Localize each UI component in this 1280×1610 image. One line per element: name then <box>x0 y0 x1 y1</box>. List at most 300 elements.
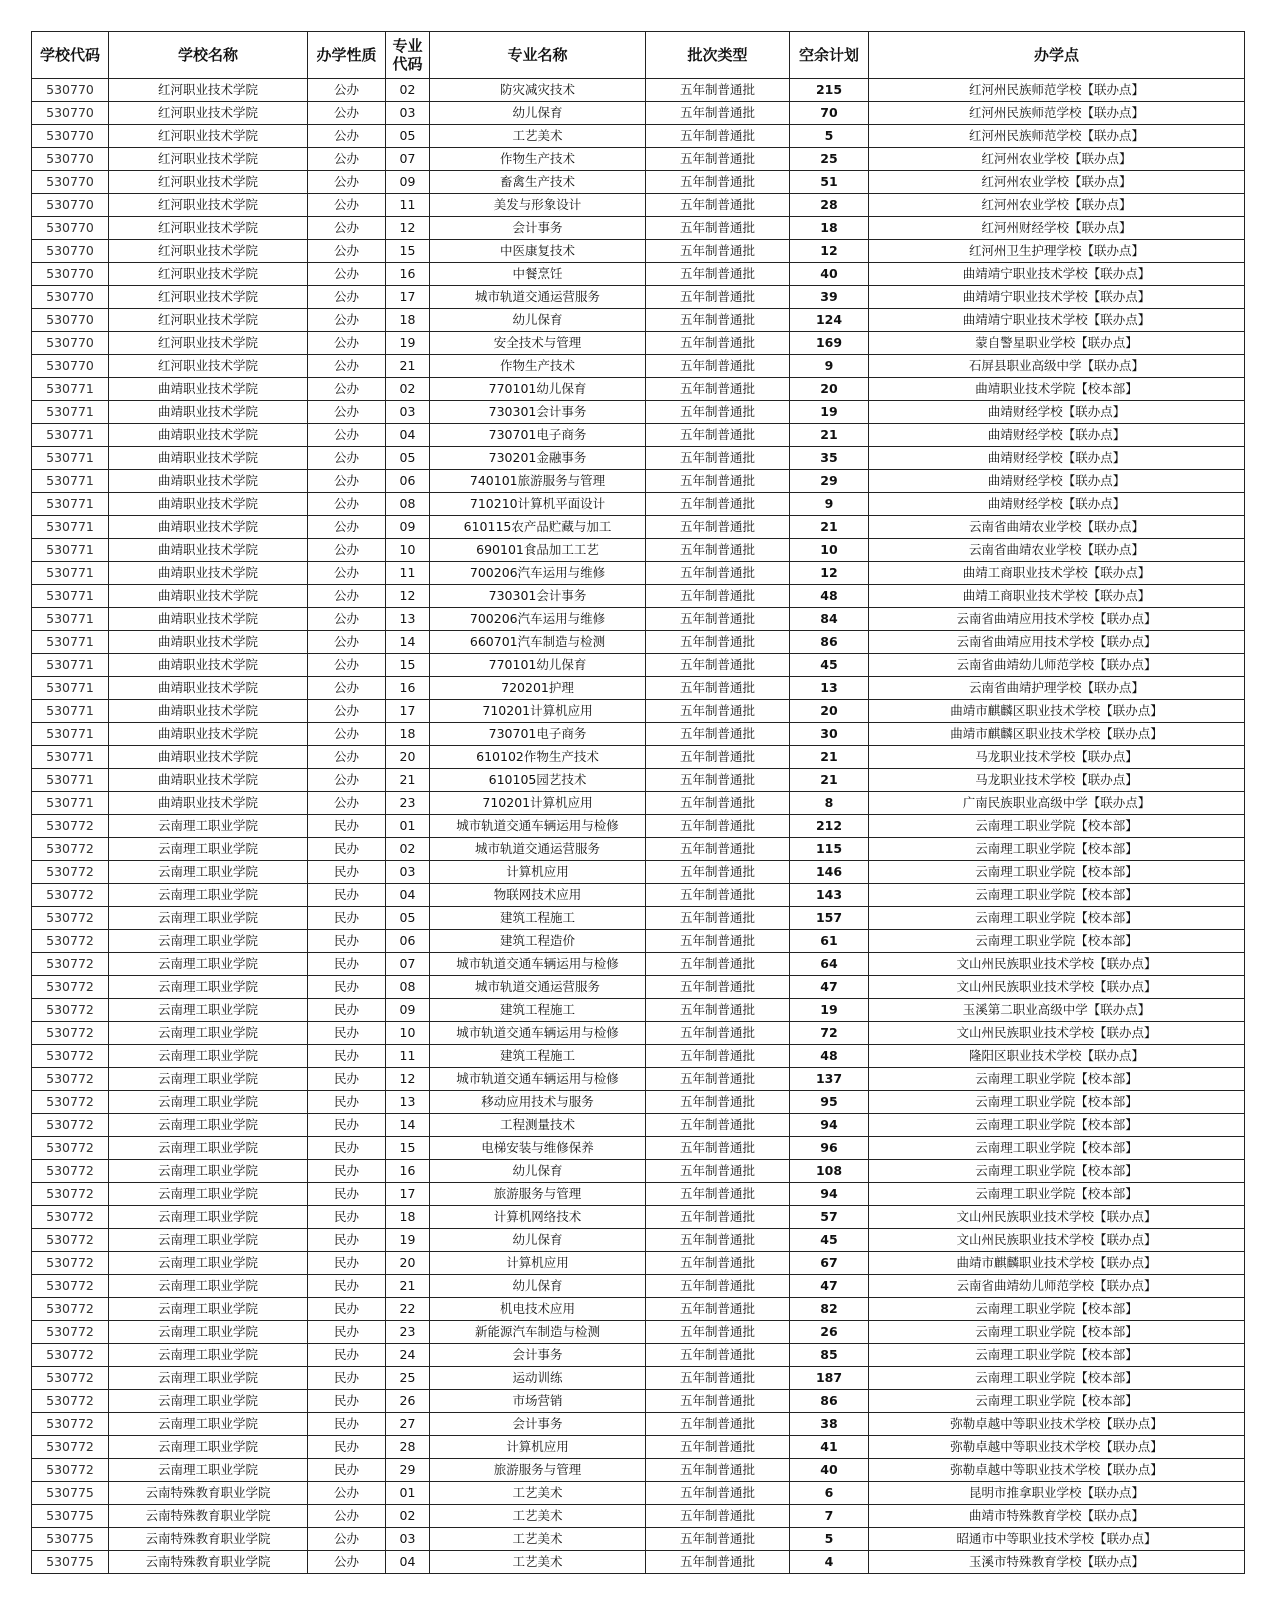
major-code-cell: 18 <box>386 309 430 332</box>
batch-type-cell: 五年制普通批 <box>646 608 790 631</box>
table-row <box>32 677 1245 700</box>
table-row <box>32 723 1245 746</box>
major-code-cell: 16 <box>386 677 430 700</box>
remaining-plan-cell: 61 <box>790 930 869 953</box>
ownership-cell: 公办 <box>308 516 386 539</box>
major-name-cell: 会计事务 <box>430 1344 646 1367</box>
ownership-cell: 公办 <box>308 562 386 585</box>
campus-cell: 弥勒卓越中等职业技术学校【联办点】 <box>869 1413 1245 1436</box>
school-name-cell: 红河职业技术学院 <box>109 309 308 332</box>
ownership-cell: 民办 <box>308 930 386 953</box>
remaining-plan-cell: 48 <box>790 1045 869 1068</box>
ownership-cell: 民办 <box>308 1321 386 1344</box>
ownership-cell: 民办 <box>308 1413 386 1436</box>
major-name-cell: 城市轨道交通车辆运用与检修 <box>430 815 646 838</box>
ownership-cell: 民办 <box>308 1114 386 1137</box>
table-row <box>32 309 1245 332</box>
major-code-cell: 04 <box>386 884 430 907</box>
table-row <box>32 148 1245 171</box>
batch-type-cell: 五年制普通批 <box>646 1505 790 1528</box>
major-code-cell: 01 <box>386 815 430 838</box>
school-name-cell: 红河职业技术学院 <box>109 79 308 102</box>
batch-type-cell: 五年制普通批 <box>646 861 790 884</box>
school-code-cell: 530772 <box>32 1068 109 1091</box>
ownership-cell: 公办 <box>308 217 386 240</box>
table-row <box>32 1137 1245 1160</box>
major-code-cell: 21 <box>386 769 430 792</box>
school-code-cell: 530772 <box>32 1183 109 1206</box>
school-code-cell: 530772 <box>32 1459 109 1482</box>
table-row <box>32 1252 1245 1275</box>
remaining-plan-cell: 41 <box>790 1436 869 1459</box>
table-row <box>32 1528 1245 1551</box>
school-name-cell: 曲靖职业技术学院 <box>109 516 308 539</box>
table-row <box>32 1390 1245 1413</box>
school-name-cell: 曲靖职业技术学院 <box>109 378 308 401</box>
school-name-cell: 红河职业技术学院 <box>109 194 308 217</box>
remaining-plan-cell: 20 <box>790 378 869 401</box>
major-name-cell: 市场营销 <box>430 1390 646 1413</box>
campus-cell: 云南理工职业学院【校本部】 <box>869 884 1245 907</box>
campus-cell: 云南理工职业学院【校本部】 <box>869 1298 1245 1321</box>
major-name-cell: 720201护理 <box>430 677 646 700</box>
batch-type-cell: 五年制普通批 <box>646 79 790 102</box>
school-code-cell: 530772 <box>32 815 109 838</box>
batch-type-cell: 五年制普通批 <box>646 378 790 401</box>
major-name-cell: 610102作物生产技术 <box>430 746 646 769</box>
campus-cell: 云南理工职业学院【校本部】 <box>869 1390 1245 1413</box>
batch-type-cell: 五年制普通批 <box>646 930 790 953</box>
major-code-cell: 12 <box>386 217 430 240</box>
school-name-cell: 云南理工职业学院 <box>109 1252 308 1275</box>
major-name-cell: 会计事务 <box>430 1413 646 1436</box>
remaining-plan-cell: 13 <box>790 677 869 700</box>
major-name-cell: 730701电子商务 <box>430 424 646 447</box>
school-code-cell: 530772 <box>32 1344 109 1367</box>
school-code-cell: 530771 <box>32 378 109 401</box>
major-name-cell: 建筑工程施工 <box>430 1045 646 1068</box>
batch-type-cell: 五年制普通批 <box>646 1298 790 1321</box>
school-code-cell: 530771 <box>32 424 109 447</box>
school-code-cell: 530771 <box>32 470 109 493</box>
remaining-plan-cell: 108 <box>790 1160 869 1183</box>
major-name-cell: 建筑工程施工 <box>430 999 646 1022</box>
school-name-cell: 曲靖职业技术学院 <box>109 746 308 769</box>
major-name-cell: 610115农产品贮藏与加工 <box>430 516 646 539</box>
school-code-cell: 530772 <box>32 1114 109 1137</box>
school-name-cell: 曲靖职业技术学院 <box>109 470 308 493</box>
remaining-plan-cell: 48 <box>790 585 869 608</box>
table-row <box>32 1367 1245 1390</box>
table-row <box>32 516 1245 539</box>
major-name-cell: 城市轨道交通车辆运用与检修 <box>430 953 646 976</box>
school-code-cell: 530772 <box>32 861 109 884</box>
remaining-plan-cell: 45 <box>790 654 869 677</box>
major-code-cell: 12 <box>386 585 430 608</box>
campus-cell: 云南理工职业学院【校本部】 <box>869 930 1245 953</box>
batch-type-cell: 五年制普通批 <box>646 1022 790 1045</box>
major-name-cell: 幼儿保育 <box>430 102 646 125</box>
ownership-cell: 公办 <box>308 102 386 125</box>
major-name-cell: 工程测量技术 <box>430 1114 646 1137</box>
major-name-cell: 建筑工程施工 <box>430 907 646 930</box>
batch-type-cell: 五年制普通批 <box>646 539 790 562</box>
major-name-cell: 730201金融事务 <box>430 447 646 470</box>
ownership-cell: 公办 <box>308 1482 386 1505</box>
table-row <box>32 700 1245 723</box>
major-name-cell: 770101幼儿保育 <box>430 654 646 677</box>
school-code-cell: 530771 <box>32 700 109 723</box>
table-row <box>32 217 1245 240</box>
major-code-cell: 17 <box>386 286 430 309</box>
remaining-plan-cell: 29 <box>790 470 869 493</box>
school-code-cell: 530770 <box>32 217 109 240</box>
school-code-cell: 530772 <box>32 953 109 976</box>
school-code-cell: 530775 <box>32 1551 109 1574</box>
school-code-cell: 530770 <box>32 194 109 217</box>
remaining-plan-cell: 8 <box>790 792 869 815</box>
school-code-cell: 530770 <box>32 309 109 332</box>
major-code-cell: 17 <box>386 1183 430 1206</box>
table-row <box>32 1459 1245 1482</box>
school-code-cell: 530771 <box>32 792 109 815</box>
campus-cell: 曲靖市麒麟区职业技术学校【联办点】 <box>869 700 1245 723</box>
table-row <box>32 171 1245 194</box>
ownership-cell: 公办 <box>308 286 386 309</box>
major-name-cell: 新能源汽车制造与检测 <box>430 1321 646 1344</box>
batch-type-cell: 五年制普通批 <box>646 769 790 792</box>
ownership-cell: 公办 <box>308 148 386 171</box>
table-row <box>32 884 1245 907</box>
batch-type-cell: 五年制普通批 <box>646 102 790 125</box>
table-row <box>32 194 1245 217</box>
campus-cell: 曲靖靖宁职业技术学校【联办点】 <box>869 286 1245 309</box>
batch-type-cell: 五年制普通批 <box>646 401 790 424</box>
major-code-cell: 15 <box>386 654 430 677</box>
batch-type-cell: 五年制普通批 <box>646 654 790 677</box>
remaining-plan-cell: 70 <box>790 102 869 125</box>
remaining-plan-cell: 169 <box>790 332 869 355</box>
school-code-cell: 530771 <box>32 746 109 769</box>
remaining-plan-cell: 21 <box>790 746 869 769</box>
ownership-cell: 公办 <box>308 585 386 608</box>
batch-type-cell: 五年制普通批 <box>646 1252 790 1275</box>
school-name-cell: 曲靖职业技术学院 <box>109 677 308 700</box>
major-name-cell: 旅游服务与管理 <box>430 1459 646 1482</box>
batch-type-cell: 五年制普通批 <box>646 907 790 930</box>
batch-type-cell: 五年制普通批 <box>646 217 790 240</box>
major-name-cell: 710201计算机应用 <box>430 700 646 723</box>
major-name-cell: 计算机应用 <box>430 1252 646 1275</box>
table-row <box>32 102 1245 125</box>
batch-type-cell: 五年制普通批 <box>646 1436 790 1459</box>
major-code-cell: 04 <box>386 424 430 447</box>
ownership-cell: 民办 <box>308 907 386 930</box>
batch-type-cell: 五年制普通批 <box>646 1229 790 1252</box>
batch-type-cell: 五年制普通批 <box>646 309 790 332</box>
ownership-cell: 公办 <box>308 746 386 769</box>
table-row <box>32 424 1245 447</box>
ownership-cell: 民办 <box>308 953 386 976</box>
school-name-cell: 云南理工职业学院 <box>109 861 308 884</box>
major-name-cell: 城市轨道交通运营服务 <box>430 838 646 861</box>
major-code-cell: 08 <box>386 493 430 516</box>
remaining-plan-cell: 51 <box>790 171 869 194</box>
batch-type-cell: 五年制普通批 <box>646 953 790 976</box>
campus-cell: 弥勒卓越中等职业技术学校【联办点】 <box>869 1459 1245 1482</box>
batch-type-cell: 五年制普通批 <box>646 1367 790 1390</box>
school-name-cell: 云南理工职业学院 <box>109 1459 308 1482</box>
campus-cell: 广南民族职业高级中学【联办点】 <box>869 792 1245 815</box>
school-name-cell: 云南理工职业学院 <box>109 838 308 861</box>
school-code-cell: 530772 <box>32 976 109 999</box>
school-code-cell: 530771 <box>32 723 109 746</box>
campus-cell: 玉溪第二职业高级中学【联办点】 <box>869 999 1245 1022</box>
remaining-plan-cell: 146 <box>790 861 869 884</box>
table-row <box>32 1068 1245 1091</box>
table-row <box>32 378 1245 401</box>
school-code-cell: 530775 <box>32 1528 109 1551</box>
header-major-code: 专业 代码 <box>386 32 430 79</box>
major-code-cell: 28 <box>386 1436 430 1459</box>
ownership-cell: 民办 <box>308 1137 386 1160</box>
ownership-cell: 公办 <box>308 1528 386 1551</box>
table-row <box>32 654 1245 677</box>
major-name-cell: 740101旅游服务与管理 <box>430 470 646 493</box>
school-code-cell: 530772 <box>32 1298 109 1321</box>
major-code-cell: 21 <box>386 355 430 378</box>
batch-type-cell: 五年制普通批 <box>646 1160 790 1183</box>
batch-type-cell: 五年制普通批 <box>646 125 790 148</box>
major-code-cell: 07 <box>386 953 430 976</box>
campus-cell: 昭通市中等职业技术学校【联办点】 <box>869 1528 1245 1551</box>
remaining-plan-cell: 4 <box>790 1551 869 1574</box>
campus-cell: 云南省曲靖护理学校【联办点】 <box>869 677 1245 700</box>
batch-type-cell: 五年制普通批 <box>646 999 790 1022</box>
school-name-cell: 红河职业技术学院 <box>109 286 308 309</box>
school-code-cell: 530770 <box>32 79 109 102</box>
remaining-plan-cell: 94 <box>790 1114 869 1137</box>
batch-type-cell: 五年制普通批 <box>646 1390 790 1413</box>
major-code-cell: 16 <box>386 263 430 286</box>
table-row <box>32 263 1245 286</box>
major-code-cell: 20 <box>386 1252 430 1275</box>
ownership-cell: 民办 <box>308 1160 386 1183</box>
remaining-plan-cell: 157 <box>790 907 869 930</box>
major-name-cell: 城市轨道交通车辆运用与检修 <box>430 1068 646 1091</box>
remaining-plan-cell: 21 <box>790 516 869 539</box>
campus-cell: 曲靖财经学校【联办点】 <box>869 447 1245 470</box>
school-name-cell: 曲靖职业技术学院 <box>109 654 308 677</box>
ownership-cell: 公办 <box>308 1505 386 1528</box>
ownership-cell: 民办 <box>308 976 386 999</box>
batch-type-cell: 五年制普通批 <box>646 700 790 723</box>
major-name-cell: 计算机网络技术 <box>430 1206 646 1229</box>
school-code-cell: 530772 <box>32 999 109 1022</box>
school-name-cell: 云南理工职业学院 <box>109 1436 308 1459</box>
batch-type-cell: 五年制普通批 <box>646 1068 790 1091</box>
major-code-cell: 10 <box>386 539 430 562</box>
school-code-cell: 530771 <box>32 769 109 792</box>
campus-cell: 石屏县职业高级中学【联办点】 <box>869 355 1245 378</box>
campus-cell: 云南理工职业学院【校本部】 <box>869 1137 1245 1160</box>
header-batch-type: 批次类型 <box>646 32 790 79</box>
school-code-cell: 530772 <box>32 1413 109 1436</box>
major-code-cell: 24 <box>386 1344 430 1367</box>
major-code-cell: 08 <box>386 976 430 999</box>
school-name-cell: 红河职业技术学院 <box>109 263 308 286</box>
remaining-plan-cell: 35 <box>790 447 869 470</box>
campus-cell: 云南理工职业学院【校本部】 <box>869 1183 1245 1206</box>
table-row <box>32 953 1245 976</box>
batch-type-cell: 五年制普通批 <box>646 1482 790 1505</box>
school-code-cell: 530771 <box>32 401 109 424</box>
major-name-cell: 中餐烹饪 <box>430 263 646 286</box>
ownership-cell: 民办 <box>308 815 386 838</box>
major-code-cell: 12 <box>386 1068 430 1091</box>
campus-cell: 云南理工职业学院【校本部】 <box>869 815 1245 838</box>
school-name-cell: 云南理工职业学院 <box>109 884 308 907</box>
school-name-cell: 曲靖职业技术学院 <box>109 769 308 792</box>
header-school-name: 学校名称 <box>109 32 308 79</box>
batch-type-cell: 五年制普通批 <box>646 470 790 493</box>
school-name-cell: 云南特殊教育职业学院 <box>109 1505 308 1528</box>
table-row <box>32 286 1245 309</box>
batch-type-cell: 五年制普通批 <box>646 677 790 700</box>
school-name-cell: 云南理工职业学院 <box>109 1298 308 1321</box>
major-name-cell: 美发与形象设计 <box>430 194 646 217</box>
remaining-plan-cell: 86 <box>790 1390 869 1413</box>
table-row <box>32 1114 1245 1137</box>
school-name-cell: 曲靖职业技术学院 <box>109 700 308 723</box>
table-row <box>32 1482 1245 1505</box>
major-code-cell: 02 <box>386 838 430 861</box>
school-name-cell: 云南理工职业学院 <box>109 1413 308 1436</box>
school-code-cell: 530772 <box>32 1321 109 1344</box>
batch-type-cell: 五年制普通批 <box>646 332 790 355</box>
school-code-cell: 530771 <box>32 608 109 631</box>
major-code-cell: 15 <box>386 1137 430 1160</box>
campus-cell: 曲靖市麒麟职业技术学校【联办点】 <box>869 1252 1245 1275</box>
ownership-cell: 公办 <box>308 309 386 332</box>
table-row <box>32 355 1245 378</box>
remaining-plan-cell: 86 <box>790 631 869 654</box>
batch-type-cell: 五年制普通批 <box>646 792 790 815</box>
ownership-cell: 民办 <box>308 1275 386 1298</box>
ownership-cell: 公办 <box>308 378 386 401</box>
school-code-cell: 530772 <box>32 1160 109 1183</box>
batch-type-cell: 五年制普通批 <box>646 171 790 194</box>
major-code-cell: 21 <box>386 1275 430 1298</box>
major-name-cell: 中医康复技术 <box>430 240 646 263</box>
batch-type-cell: 五年制普通批 <box>646 493 790 516</box>
remaining-plan-cell: 215 <box>790 79 869 102</box>
major-code-cell: 04 <box>386 1551 430 1574</box>
table-row <box>32 1160 1245 1183</box>
ownership-cell: 民办 <box>308 1436 386 1459</box>
school-code-cell: 530771 <box>32 493 109 516</box>
remaining-plan-cell: 94 <box>790 1183 869 1206</box>
campus-cell: 文山州民族职业技术学校【联办点】 <box>869 1206 1245 1229</box>
school-name-cell: 云南理工职业学院 <box>109 1367 308 1390</box>
remaining-plan-cell: 47 <box>790 976 869 999</box>
ownership-cell: 公办 <box>308 677 386 700</box>
remaining-plan-cell: 20 <box>790 700 869 723</box>
major-code-cell: 11 <box>386 194 430 217</box>
ownership-cell: 民办 <box>308 1068 386 1091</box>
remaining-plan-cell: 5 <box>790 1528 869 1551</box>
ownership-cell: 公办 <box>308 631 386 654</box>
ownership-cell: 公办 <box>308 263 386 286</box>
school-name-cell: 曲靖职业技术学院 <box>109 631 308 654</box>
campus-cell: 红河州民族师范学校【联办点】 <box>869 125 1245 148</box>
campus-cell: 文山州民族职业技术学校【联办点】 <box>869 976 1245 999</box>
major-name-cell: 690101食品加工工艺 <box>430 539 646 562</box>
remaining-plan-cell: 9 <box>790 355 869 378</box>
school-name-cell: 曲靖职业技术学院 <box>109 608 308 631</box>
header-ownership: 办学性质 <box>308 32 386 79</box>
school-name-cell: 红河职业技术学院 <box>109 102 308 125</box>
major-code-cell: 19 <box>386 332 430 355</box>
major-code-cell: 02 <box>386 378 430 401</box>
remaining-plan-cell: 38 <box>790 1413 869 1436</box>
campus-cell: 文山州民族职业技术学校【联办点】 <box>869 1022 1245 1045</box>
major-code-cell: 03 <box>386 861 430 884</box>
major-code-cell: 09 <box>386 171 430 194</box>
major-code-cell: 05 <box>386 907 430 930</box>
campus-cell: 红河州卫生护理学校【联办点】 <box>869 240 1245 263</box>
remaining-plan-cell: 9 <box>790 493 869 516</box>
ownership-cell: 民办 <box>308 1252 386 1275</box>
ownership-cell: 民办 <box>308 1390 386 1413</box>
ownership-cell: 公办 <box>308 424 386 447</box>
major-name-cell: 城市轨道交通车辆运用与检修 <box>430 1022 646 1045</box>
campus-cell: 红河州财经学校【联办点】 <box>869 217 1245 240</box>
header-major-name: 专业名称 <box>430 32 646 79</box>
major-name-cell: 城市轨道交通运营服务 <box>430 286 646 309</box>
campus-cell: 曲靖财经学校【联办点】 <box>869 470 1245 493</box>
campus-cell: 云南省曲靖应用技术学校【联办点】 <box>869 631 1245 654</box>
school-name-cell: 云南理工职业学院 <box>109 815 308 838</box>
remaining-plan-cell: 47 <box>790 1275 869 1298</box>
remaining-plan-cell: 115 <box>790 838 869 861</box>
major-name-cell: 幼儿保育 <box>430 1275 646 1298</box>
school-code-cell: 530772 <box>32 1436 109 1459</box>
batch-type-cell: 五年制普通批 <box>646 1091 790 1114</box>
school-name-cell: 云南理工职业学院 <box>109 1137 308 1160</box>
table-row <box>32 769 1245 792</box>
school-name-cell: 曲靖职业技术学院 <box>109 539 308 562</box>
school-name-cell: 曲靖职业技术学院 <box>109 447 308 470</box>
campus-cell: 云南省曲靖幼儿师范学校【联办点】 <box>869 1275 1245 1298</box>
school-name-cell: 曲靖职业技术学院 <box>109 424 308 447</box>
ownership-cell: 公办 <box>308 401 386 424</box>
remaining-plan-cell: 21 <box>790 769 869 792</box>
campus-cell: 曲靖财经学校【联办点】 <box>869 424 1245 447</box>
school-name-cell: 云南理工职业学院 <box>109 1091 308 1114</box>
campus-cell: 云南理工职业学院【校本部】 <box>869 1068 1245 1091</box>
major-code-cell: 05 <box>386 447 430 470</box>
campus-cell: 红河州农业学校【联办点】 <box>869 148 1245 171</box>
major-name-cell: 机电技术应用 <box>430 1298 646 1321</box>
school-code-cell: 530772 <box>32 838 109 861</box>
campus-cell: 曲靖工商职业技术学校【联办点】 <box>869 585 1245 608</box>
school-code-cell: 530772 <box>32 907 109 930</box>
school-name-cell: 云南理工职业学院 <box>109 907 308 930</box>
remaining-plan-cell: 72 <box>790 1022 869 1045</box>
ownership-cell: 公办 <box>308 171 386 194</box>
school-name-cell: 曲靖职业技术学院 <box>109 493 308 516</box>
